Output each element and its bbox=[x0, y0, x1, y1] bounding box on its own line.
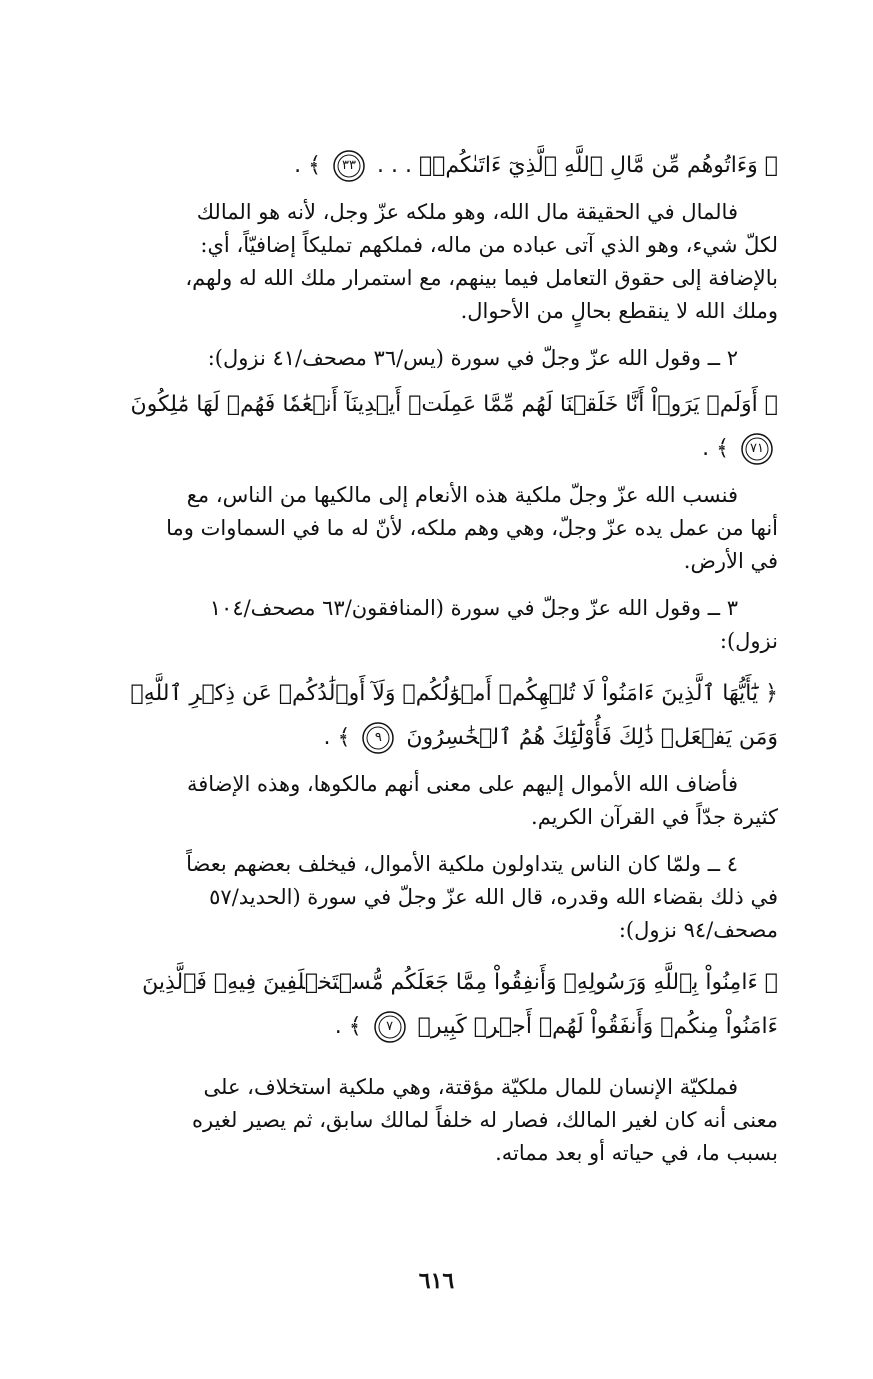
paragraph bbox=[95, 479, 778, 578]
text-line: في ذلك بقضاء الله وقدره، قال الله عزّ وجلّ في سورة (الحديد/٥٧ bbox=[209, 885, 778, 909]
text-line: ٤ ــ ولمّا كان الناس يتداولون ملكية الأموال، فيخلف بعضهم بعضاً bbox=[186, 852, 738, 876]
verse-open-bracket: ﴿ bbox=[764, 153, 778, 178]
verse-open-bracket: ﴿ bbox=[765, 681, 778, 706]
paragraph bbox=[95, 342, 778, 375]
text-line: فنسب الله عزّ وجلّ ملكية هذه الأنعام إلى مالكيها من الناس، مع bbox=[186, 483, 738, 507]
text-line: نزول): bbox=[719, 629, 778, 653]
quran-verse bbox=[95, 144, 778, 188]
text-line: فالمال في الحقيقة مال الله، وهو ملكه عزّ وجل، لأنه هو المالك bbox=[196, 200, 738, 224]
verse-close-bracket: ﴾ . bbox=[323, 725, 351, 750]
text-line: كثيرة جدّاً في القرآن الكريم. bbox=[531, 805, 778, 829]
verse-text: ءَامِنُواْ بِٱللَّهِ وَرَسُولِهِۦ وَأَنفِقُواْ مِمَّا جَعَلَكُم مُّسۡتَخۡلَفِينَ فِيهِۖ فَٱلَّذِينَ ءَامَنُواْ مِنكُمۡ وَأَنفَقُواْ لَهُمۡ أَجۡرٞ كَبِيرٞ bbox=[142, 970, 778, 1039]
ayah-number-icon bbox=[332, 149, 366, 183]
verse-close-bracket: ﴾ . bbox=[294, 153, 321, 178]
verse-close-bracket: ﴾ . bbox=[702, 436, 729, 461]
ayah-number: ٧١ bbox=[750, 441, 764, 456]
text-line: فأضاف الله الأموال إليهم على معنى أنهم مالكوها، وهذه الإضافة bbox=[186, 772, 738, 796]
text-line: بالإضافة إلى حقوق التعامل فيما بينهم، مع استمرار ملك الله له ولهم، bbox=[185, 266, 778, 290]
text-line: ٣ ــ وقول الله عزّ وجلّ في سورة (المنافقون/٦٣ مصحف/١٠٤ bbox=[209, 596, 738, 620]
text-line: معنى أنه كان لغير المالك، فصار له خلفاً لمالك سابق، ثم يصير لغيره bbox=[191, 1108, 778, 1132]
verse-text: وَءَاتُوهُم مِّن مَّالِ ٱللَّهِ ٱلَّذِيٓ ءَاتَىٰكُمۡۚ . . . bbox=[376, 153, 758, 178]
text-line: فملكيّة الإنسان للمال ملكيّة مؤقتة، وهي ملكية استخلاف، على bbox=[203, 1075, 738, 1099]
verse-text: يَٰٓأَيُّهَا ٱلَّذِينَ ءَامَنُواْ لَا تُلۡهِكُمۡ أَمۡوَٰلُكُمۡ وَلَآ أَوۡلَٰدُكُمۡ عَن ذِكۡرِ ٱللَّهِۚ وَمَن يَفۡعَلۡ ذَٰلِكَ فَأُوْلَٰٓئِكَ هُمُ ٱلۡخَٰسِرُونَ bbox=[130, 681, 778, 750]
page-number: ٦١٦ bbox=[418, 1268, 455, 1294]
text-line: ٢ ــ وقول الله عزّ وجلّ في سورة (يس/٣٦ مصحف/٤١ نزول): bbox=[207, 346, 738, 370]
ayah-number-icon bbox=[373, 1010, 407, 1044]
verse-text: أَوَلَمۡ يَرَوۡاْ أَنَّا خَلَقۡنَا لَهُم مِّمَّا عَمِلَتۡ أَيۡدِينَآ أَنۡعَٰمٗا فَهُمۡ لَهَا مَٰلِكُونَ bbox=[130, 392, 758, 417]
paragraph bbox=[95, 196, 778, 328]
ayah-number-icon bbox=[361, 721, 395, 755]
ayah-number: ٣٣ bbox=[342, 158, 356, 173]
quran-verse bbox=[95, 383, 778, 471]
quran-verse bbox=[95, 672, 778, 760]
ayah-number: ٧ bbox=[386, 1019, 394, 1034]
ayah-number: ٩ bbox=[374, 730, 382, 745]
text-line: في الأرض. bbox=[683, 549, 778, 573]
page-body bbox=[95, 138, 778, 1184]
text-line: وملك الله لا ينقطع بحالٍ من الأحوال. bbox=[460, 299, 778, 323]
paragraph bbox=[95, 592, 778, 658]
paragraph bbox=[95, 1071, 778, 1170]
ayah-number-icon bbox=[740, 432, 774, 466]
verse-open-bracket: ﴿ bbox=[764, 970, 778, 995]
text-line: أنها من عمل يده عزّ وجلّ، وهي وهم ملكه، لأنّ له ما في السماوات وما bbox=[166, 516, 778, 540]
paragraph bbox=[95, 848, 778, 947]
verse-close-bracket: ﴾ . bbox=[334, 1014, 362, 1039]
text-line: لكلّ شيء، وهو الذي آتى عباده من ماله، فملكهم تمليكاً إضافيّاً، أي: bbox=[200, 233, 778, 257]
verse-open-bracket: ﴿ bbox=[764, 392, 778, 417]
text-line: مصحف/٩٤ نزول): bbox=[618, 918, 778, 942]
paragraph bbox=[95, 768, 778, 834]
text-line: بسبب ما، في حياته أو بعد مماته. bbox=[495, 1141, 778, 1165]
quran-verse bbox=[95, 961, 778, 1049]
